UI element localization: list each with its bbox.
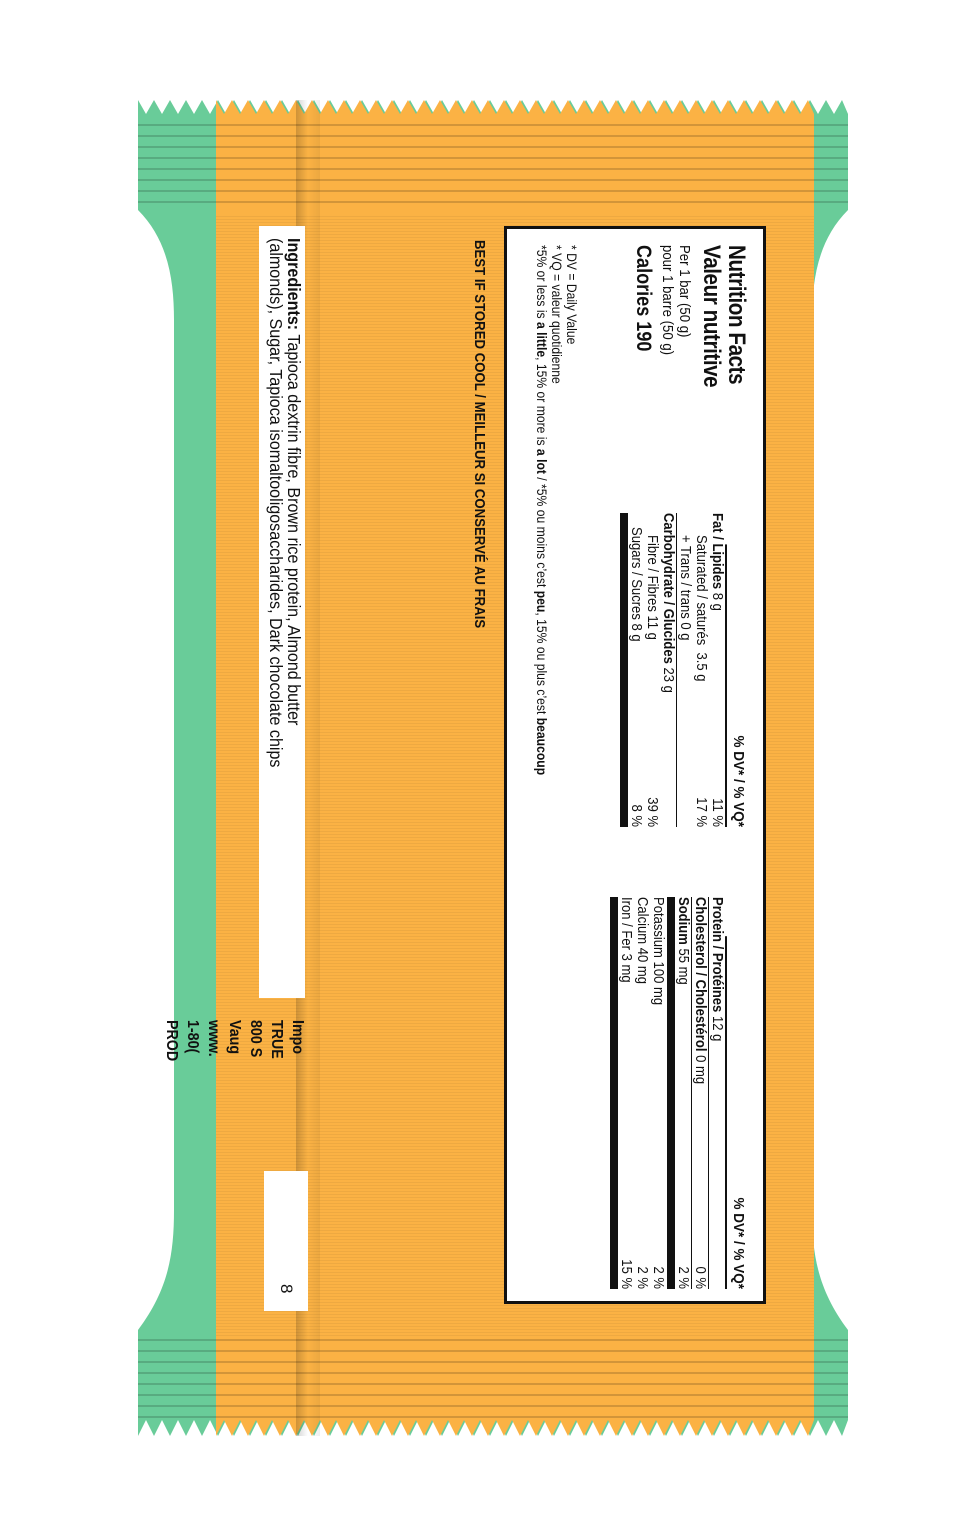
serving-fr: pour 1 barre (50 g) [659, 245, 676, 356]
importer-line: 1-80( [184, 1020, 201, 1054]
nutrient-row-iron: Iron / Fer 3 mg 15 % [610, 897, 634, 1289]
dv-header: % DV* / % VQ* [725, 936, 747, 1289]
importer-line: Impo [289, 1020, 306, 1055]
nutrient-row-calcium: Calcium 40 mg 2 % [634, 897, 650, 1289]
serving-en: Per 1 bar (50 g) [676, 245, 693, 338]
storage-instructions: BEST IF STORED COOL / MEILLEUR SI CONSERVÉ AU FRAIS [471, 240, 488, 629]
footnote-percent: *5% or less is a little, 15% or more is a lot / *5% ou moins c’est peu, 15% ou plus c’est beaucoup [534, 245, 549, 776]
nutrient-row-fibre: Fibre / Fibres 11 g 39 % [644, 535, 660, 827]
ingredients-box [259, 226, 305, 998]
nutrient-row-sodium: Sodium 55 mg 2 % [675, 897, 691, 1289]
importer-line: TRUE [268, 1020, 285, 1059]
ingredients-text [267, 238, 303, 767]
nutrient-row-protein: Protein / Protéines 12 g [708, 897, 725, 1289]
nutrient-row-trans: + Trans / trans 0 g [676, 513, 693, 827]
ingredients-line-2: (almonds), Sugar, Tapioca isomaltooligosaccharides, Dark chocolate chips [266, 238, 286, 768]
nutrient-row-saturated: Saturated / saturés 3.5 g 17 % [693, 535, 709, 827]
importer-line: 800 S [247, 1020, 264, 1058]
nutrient-row-potassium: Potassium 100 mg 2 % [650, 897, 675, 1289]
title-en: Nutrition Facts [723, 245, 750, 385]
ingredients-line-1: Ingredients: Tapioca dextrin fibre, Brown rice protein, Almond butter [284, 238, 304, 726]
importer-line: www. [205, 1020, 222, 1057]
nutrient-row-carbohydrate: Carbohydrate / Glucides 23 g [660, 513, 676, 693]
nutrient-row-fat: Fat / Lipides 8 g 11 % [709, 513, 725, 827]
footnote-vq: * VQ = valeur quotidienne [549, 245, 564, 384]
calories: Calories 190 [632, 245, 655, 352]
nutrient-row-sugars: Sugars / Sucres 8 g 8 % [620, 513, 644, 827]
footnote-dv: * DV = Daily Value [564, 245, 579, 345]
nutrient-table-1 [620, 513, 747, 827]
nutrient-table-2 [610, 897, 747, 1289]
importer-line: Vaug [226, 1020, 243, 1055]
title-fr: Valeur nutritive [698, 245, 725, 388]
nutrition-facts-panel [504, 226, 766, 1304]
importer-line: PROD [163, 1020, 180, 1062]
importer-info [161, 1020, 308, 1167]
barcode-digit: 8 [277, 1284, 296, 1294]
dv-header: % DV* / % VQ* [725, 544, 747, 827]
nutrient-row-cholesterol: Cholesterol / Cholestérol 0 mg 0 % [692, 897, 708, 1289]
